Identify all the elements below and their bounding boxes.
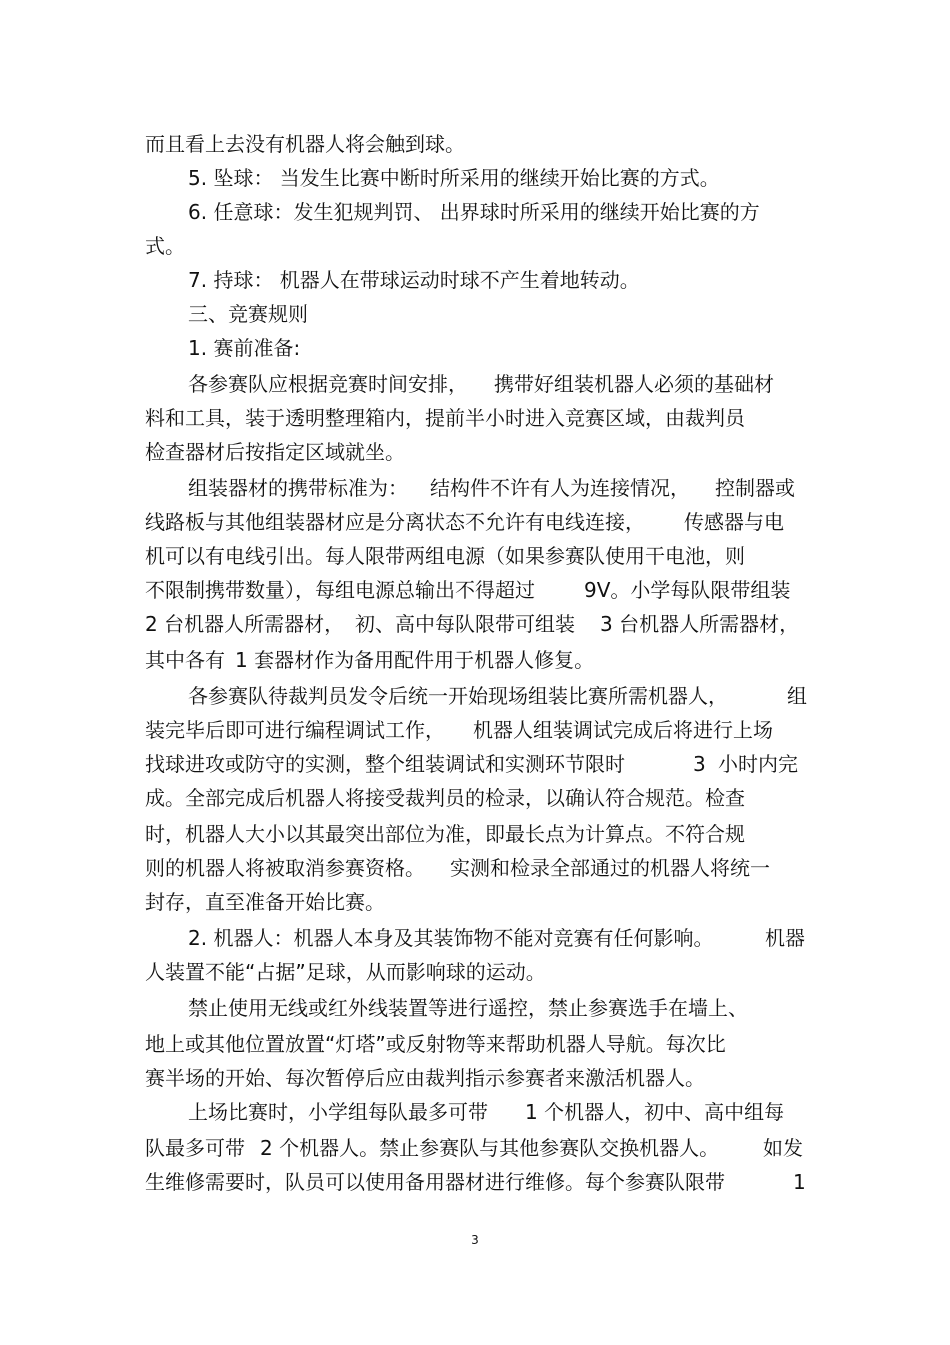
- text-line: [0, 885, 950, 919]
- page-number: 3: [471, 1233, 479, 1247]
- text-segment: 携带好组装机器人必须的基础材: [494, 372, 774, 396]
- text-segment: 人装置不能“占据”足球，从而影响球的运动。: [145, 960, 546, 984]
- text-line: [0, 573, 950, 607]
- text-line: [0, 505, 950, 539]
- text-line: [0, 679, 950, 713]
- text-line: [0, 1061, 950, 1095]
- text-segment: 2 个机器人。禁止参赛队与其他参赛队交换机器人。: [260, 1136, 720, 1160]
- text-line: [0, 1165, 950, 1199]
- text-segment: 上场比赛时，小学组每队最多可带: [188, 1100, 488, 1124]
- text-line: [0, 955, 950, 989]
- text-line: [0, 1131, 950, 1165]
- text-line: [0, 1027, 950, 1061]
- text-line: [0, 713, 950, 747]
- text-line: [0, 331, 950, 365]
- text-segment: 各参赛队应根据竞赛时间安排，: [188, 372, 468, 396]
- text-segment: 3 台机器人所需器材，: [600, 612, 800, 636]
- text-segment: 1: [793, 1170, 806, 1194]
- text-segment: 2. 机器人：机器人本身及其装饰物不能对竞赛有任何影响。: [188, 926, 714, 950]
- text-segment: 2 台机器人所需器材，: [145, 612, 345, 636]
- text-line: [0, 921, 950, 955]
- text-segment: 机器人组装调试完成后将进行上场: [473, 718, 773, 742]
- text-segment: 队最多可带: [145, 1136, 245, 1160]
- text-line: [0, 435, 950, 469]
- text-segment: 控制器或: [715, 476, 795, 500]
- text-segment: 实测和检录全部通过的机器人将统一: [450, 856, 770, 880]
- text-segment: 赛半场的开始、每次暂停后应由裁判指示参赛者来激活机器人。: [145, 1066, 705, 1090]
- text-segment: 1 套器材作为备用配件用于机器人修复。: [235, 648, 595, 672]
- text-line: [0, 539, 950, 573]
- text-segment: 检查器材后按指定区域就坐。: [145, 440, 405, 464]
- text-line: [0, 367, 950, 401]
- text-segment: 组装器材的携带标准为：: [188, 476, 408, 500]
- text-line: [0, 229, 950, 263]
- text-segment: 式。: [145, 234, 185, 258]
- text-segment: 5. 坠球： 当发生比赛中断时所采用的继续开始比赛的方式。: [188, 166, 720, 190]
- text-line: [0, 643, 950, 677]
- text-line: [0, 297, 950, 331]
- text-segment: 线路板与其他组装器材应是分离状态不允许有电线连接，: [145, 510, 645, 534]
- text-line: [0, 817, 950, 851]
- text-segment: 结构件不许有人为连接情况，: [430, 476, 690, 500]
- text-segment: 机可以有电线引出。每人限带两组电源（如果参赛队使用干电池，则: [145, 544, 745, 568]
- text-line: [0, 471, 950, 505]
- text-segment: 如发: [763, 1136, 803, 1160]
- text-segment: 料和工具，装于透明整理箱内，提前半小时进入竞赛区域，由裁判员: [145, 406, 745, 430]
- text-segment: 成。全部完成后机器人将接受裁判员的检录，以确认符合规范。检查: [145, 786, 745, 810]
- text-segment: 封存，直至准备开始比赛。: [145, 890, 385, 914]
- text-segment: 小时内完: [718, 752, 798, 776]
- text-segment: 生维修需要时，队员可以使用备用器材进行维修。每个参赛队限带: [145, 1170, 725, 1194]
- text-segment: 1. 赛前准备:: [188, 336, 301, 360]
- text-line: [0, 747, 950, 781]
- text-segment: 找球进攻或防守的实测，整个组装调试和实测环节限时: [145, 752, 625, 776]
- text-line: [0, 195, 950, 229]
- text-segment: 6. 任意球：发生犯规判罚、 出界球时所采用的继续开始比赛的方: [188, 200, 760, 224]
- text-segment: 禁止使用无线或红外线装置等进行遥控，禁止参赛选手在墙上、: [188, 996, 748, 1020]
- text-segment: 7. 持球： 机器人在带球运动时球不产生着地转动。: [188, 268, 640, 292]
- text-segment: 不限制携带数量），每组电源总输出不得超过: [145, 578, 535, 602]
- text-segment: 1 个机器人，初中、高中组每: [525, 1100, 785, 1124]
- text-segment: 其中各有: [145, 648, 225, 672]
- text-line: [0, 161, 950, 195]
- text-line: [0, 401, 950, 435]
- text-segment: 各参赛队待裁判员发令后统一开始现场组装比赛所需机器人，: [188, 684, 728, 708]
- text-segment: 机器: [765, 926, 805, 950]
- text-segment: 装完毕后即可进行编程调试工作，: [145, 718, 445, 742]
- text-segment: 初、高中每队限带可组装: [355, 612, 575, 636]
- text-segment: 9V。小学每队限带组装: [584, 578, 791, 602]
- text-line: [0, 851, 950, 885]
- text-line: [0, 781, 950, 815]
- text-segment: 时，机器人大小以其最突出部位为准，即最长点为计算点。不符合规: [145, 822, 745, 846]
- text-line: [0, 991, 950, 1025]
- text-line: [0, 263, 950, 297]
- text-segment: 组: [787, 684, 807, 708]
- text-segment: 3: [693, 752, 706, 776]
- text-line: [0, 607, 950, 641]
- text-segment: 而且看上去没有机器人将会触到球。: [145, 132, 465, 156]
- text-line: [0, 127, 950, 161]
- text-segment: 传感器与电: [684, 510, 784, 534]
- text-line: [0, 1095, 950, 1129]
- text-segment: 则的机器人将被取消参赛资格。: [145, 856, 425, 880]
- text-segment: 三、竞赛规则: [188, 302, 308, 326]
- text-segment: 地上或其他位置放置“灯塔”或反射物等来帮助机器人导航。每次比: [145, 1032, 726, 1056]
